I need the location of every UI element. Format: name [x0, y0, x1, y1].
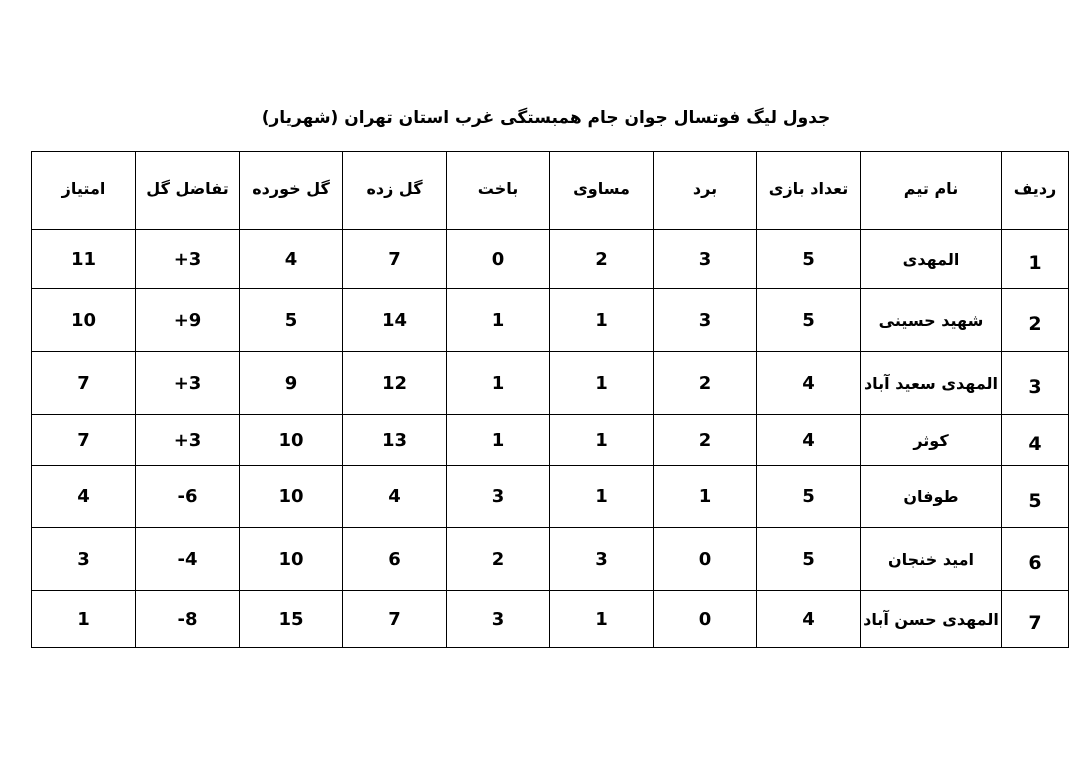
table-row [32, 289, 1069, 352]
goals-for-cell: 4 [343, 466, 447, 528]
games-played-cell: 5 [757, 289, 861, 352]
losses-cell: 1 [447, 289, 550, 352]
header-goals-against: گل خورده [240, 152, 343, 230]
points-cell: 7 [32, 352, 136, 415]
games-played-cell: 4 [757, 591, 861, 648]
league-standings-table [31, 151, 1069, 648]
draws-cell: 2 [550, 230, 654, 289]
header-draws: مساوی [550, 152, 654, 230]
losses-cell: 3 [447, 591, 550, 648]
table-row [32, 352, 1069, 415]
points-cell: 7 [32, 415, 136, 466]
header-points: امتیاز [32, 152, 136, 230]
wins-cell: 1 [654, 466, 757, 528]
rank-cell: 6 [1002, 528, 1069, 591]
points-cell: 1 [32, 591, 136, 648]
games-played-cell: 4 [757, 352, 861, 415]
header-team-name: نام تیم [861, 152, 1002, 230]
page-title: جدول لیگ فوتسال جوان جام همبستگی غرب استان تهران (شهریار) [261, 108, 831, 128]
losses-cell: 2 [447, 528, 550, 591]
team-name-cell: کوثر [861, 415, 1002, 466]
header-goals-for: گل زده [343, 152, 447, 230]
goal-difference-cell: -4 [136, 528, 240, 591]
rank-cell: 1 [1002, 230, 1069, 289]
table-row [32, 230, 1069, 289]
goals-against-cell: 10 [240, 415, 343, 466]
rank-cell: 3 [1002, 352, 1069, 415]
draws-cell: 1 [550, 289, 654, 352]
header-games-played: تعداد بازی [757, 152, 861, 230]
points-cell: 3 [32, 528, 136, 591]
goals-for-cell: 7 [343, 230, 447, 289]
wins-cell: 0 [654, 591, 757, 648]
wins-cell: 0 [654, 528, 757, 591]
games-played-cell: 5 [757, 230, 861, 289]
goal-difference-cell: +9 [136, 289, 240, 352]
table-row [32, 415, 1069, 466]
table-row [32, 528, 1069, 591]
losses-cell: 1 [447, 415, 550, 466]
team-name-cell: المهدی سعید آباد [861, 352, 1002, 415]
draws-cell: 1 [550, 591, 654, 648]
goal-difference-cell: +3 [136, 352, 240, 415]
wins-cell: 3 [654, 230, 757, 289]
draws-cell: 1 [550, 415, 654, 466]
draws-cell: 3 [550, 528, 654, 591]
header-wins: برد [654, 152, 757, 230]
goal-difference-cell: +3 [136, 415, 240, 466]
goals-for-cell: 13 [343, 415, 447, 466]
rank-cell: 7 [1002, 591, 1069, 648]
team-name-cell: امید خنجان [861, 528, 1002, 591]
rank-cell: 5 [1002, 466, 1069, 528]
header-goal-difference: تفاضل گل [136, 152, 240, 230]
goal-difference-cell: +3 [136, 230, 240, 289]
team-name-cell: المهدی حسن آباد [861, 591, 1002, 648]
games-played-cell: 5 [757, 528, 861, 591]
draws-cell: 1 [550, 466, 654, 528]
table-row [32, 591, 1069, 648]
header-rank: ردیف [1002, 152, 1069, 230]
team-name-cell: شهید حسینی [861, 289, 1002, 352]
goals-against-cell: 10 [240, 466, 343, 528]
draws-cell: 1 [550, 352, 654, 415]
losses-cell: 3 [447, 466, 550, 528]
wins-cell: 3 [654, 289, 757, 352]
points-cell: 4 [32, 466, 136, 528]
table-row [32, 466, 1069, 528]
goals-against-cell: 10 [240, 528, 343, 591]
goals-for-cell: 14 [343, 289, 447, 352]
goals-against-cell: 5 [240, 289, 343, 352]
goals-for-cell: 12 [343, 352, 447, 415]
losses-cell: 0 [447, 230, 550, 289]
table-header-row [32, 152, 1069, 230]
games-played-cell: 4 [757, 415, 861, 466]
goals-against-cell: 4 [240, 230, 343, 289]
points-cell: 11 [32, 230, 136, 289]
team-name-cell: طوفان [861, 466, 1002, 528]
goal-difference-cell: -6 [136, 466, 240, 528]
goal-difference-cell: -8 [136, 591, 240, 648]
wins-cell: 2 [654, 352, 757, 415]
games-played-cell: 5 [757, 466, 861, 528]
team-name-cell: المهدی [861, 230, 1002, 289]
rank-cell: 4 [1002, 415, 1069, 466]
points-cell: 10 [32, 289, 136, 352]
goals-against-cell: 9 [240, 352, 343, 415]
losses-cell: 1 [447, 352, 550, 415]
goals-for-cell: 6 [343, 528, 447, 591]
goals-against-cell: 15 [240, 591, 343, 648]
header-losses: باخت [447, 152, 550, 230]
wins-cell: 2 [654, 415, 757, 466]
rank-cell: 2 [1002, 289, 1069, 352]
goals-for-cell: 7 [343, 591, 447, 648]
